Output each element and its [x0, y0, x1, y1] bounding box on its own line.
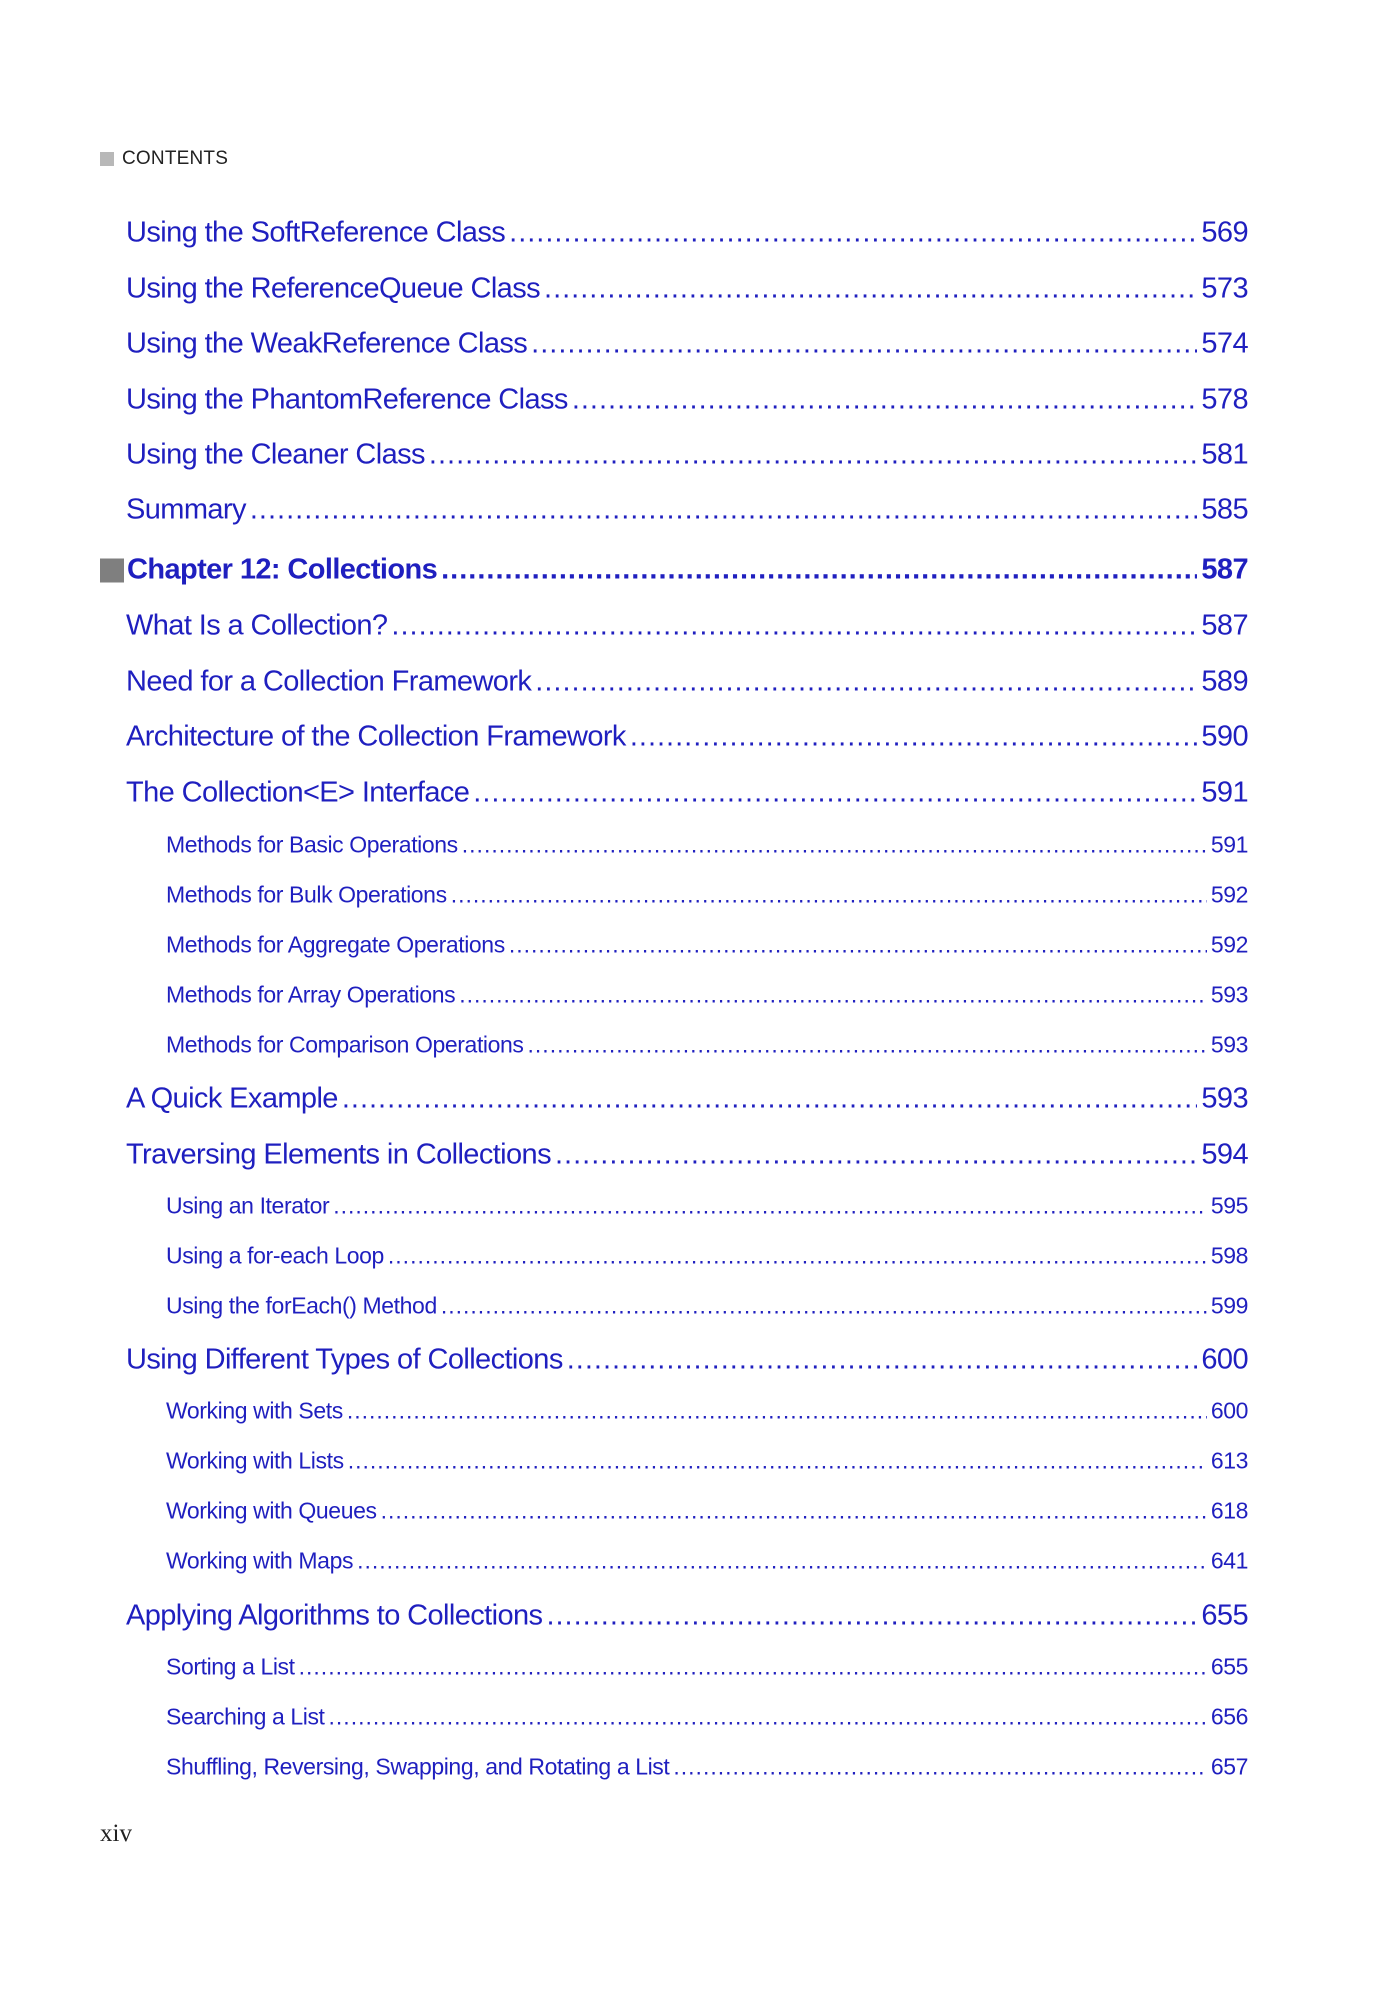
toc-entry-title: What Is a Collection? — [126, 609, 388, 642]
toc-subentry[interactable] — [166, 1243, 1248, 1270]
dot-leader — [347, 1398, 1207, 1425]
dot-leader — [342, 1083, 1198, 1116]
dot-leader — [473, 777, 1197, 810]
dot-leader — [535, 666, 1197, 699]
toc-entry-page: 585 — [1201, 493, 1248, 526]
toc-entry[interactable] — [126, 494, 1248, 527]
dot-leader — [531, 328, 1197, 361]
toc-entry-title: Traversing Elements in Collections — [126, 1138, 551, 1171]
dot-leader — [250, 494, 1198, 527]
dot-leader — [329, 1704, 1207, 1731]
toc-subentry-title: Using a for-each Loop — [166, 1242, 384, 1269]
toc-subentry-page: 599 — [1210, 1292, 1248, 1319]
toc-entry-page: 581 — [1201, 438, 1248, 471]
toc-entry-page: 593 — [1201, 1082, 1248, 1115]
toc-entry-title: Summary — [126, 493, 246, 526]
toc-entry-page: 569 — [1201, 216, 1248, 249]
toc-chapter-title: Chapter 12: Collections — [127, 553, 438, 586]
toc-subentry[interactable] — [166, 1548, 1248, 1575]
toc-entry-page: 594 — [1201, 1138, 1248, 1171]
dot-leader — [459, 982, 1207, 1009]
dot-leader — [381, 1498, 1207, 1525]
dot-leader — [528, 1032, 1207, 1059]
toc-subentry-page: 655 — [1210, 1653, 1248, 1680]
toc-subentry-page: 592 — [1210, 931, 1248, 958]
toc-subentry-title: Shuffling, Reversing, Swapping, and Rotating a List — [166, 1753, 670, 1780]
toc-subentry[interactable] — [166, 832, 1248, 859]
toc-entry-title: Using the Cleaner Class — [126, 438, 425, 471]
toc-entry-title: Using Different Types of Collections — [126, 1343, 563, 1376]
toc-subentry[interactable] — [166, 1193, 1248, 1220]
toc-entry-title: Architecture of the Collection Framework — [126, 720, 626, 753]
dot-leader — [441, 1293, 1207, 1320]
toc-entry-title: The Collection<E> Interface — [126, 776, 470, 809]
toc-entry-page: 591 — [1201, 776, 1248, 809]
dot-leader — [509, 932, 1207, 959]
toc-subentry-title: Methods for Bulk Operations — [166, 881, 447, 908]
toc-subentry-page: 593 — [1210, 981, 1248, 1008]
toc-subentry-page: 591 — [1210, 831, 1248, 858]
toc-entry-page: 589 — [1201, 665, 1248, 698]
toc-entry-title: Using the PhantomReference Class — [126, 383, 568, 416]
dot-leader — [567, 1344, 1198, 1377]
toc-subentry[interactable] — [166, 1754, 1248, 1781]
toc-subentry-title: Methods for Aggregate Operations — [166, 931, 505, 958]
toc-entry[interactable] — [126, 1344, 1248, 1377]
toc-subentry[interactable] — [166, 1032, 1248, 1059]
toc-entry[interactable] — [126, 1139, 1248, 1172]
toc-subentry-title: Sorting a List — [166, 1653, 295, 1680]
toc-subentry[interactable] — [166, 882, 1248, 909]
dot-leader — [333, 1193, 1207, 1220]
toc-subentry-page: 593 — [1210, 1031, 1248, 1058]
toc-entry-page: 587 — [1201, 609, 1248, 642]
running-header-label: CONTENTS — [122, 148, 229, 169]
toc-subentry-page: 641 — [1210, 1547, 1248, 1574]
toc-chapter-page: 587 — [1201, 553, 1248, 586]
toc-subentry-title: Using the forEach() Method — [166, 1292, 437, 1319]
toc-subentry[interactable] — [166, 1498, 1248, 1525]
toc-subentry-page: 598 — [1210, 1242, 1248, 1269]
toc-subentry-title: Working with Queues — [166, 1497, 377, 1524]
dot-leader — [462, 832, 1207, 859]
page-number: xiv — [100, 1820, 132, 1847]
toc-subentry-page: 595 — [1210, 1192, 1248, 1219]
toc-subentry[interactable] — [166, 1293, 1248, 1320]
toc-entry-page: 655 — [1201, 1599, 1248, 1632]
toc-subentry-page: 656 — [1210, 1703, 1248, 1730]
toc-subentry[interactable] — [166, 1398, 1248, 1425]
toc-entry[interactable] — [126, 273, 1248, 306]
dot-leader — [388, 1243, 1207, 1270]
toc-entry[interactable] — [126, 610, 1248, 643]
toc-entry-title: Using the SoftReference Class — [126, 216, 506, 249]
dot-leader — [441, 554, 1197, 587]
toc-entry[interactable] — [126, 439, 1248, 472]
toc-entry[interactable] — [126, 1600, 1248, 1633]
dot-leader — [555, 1139, 1197, 1172]
toc-entry[interactable] — [126, 777, 1248, 810]
toc-entry[interactable] — [126, 1083, 1248, 1116]
toc-subentry-page: 618 — [1210, 1497, 1248, 1524]
running-header — [100, 148, 228, 170]
toc-subentry[interactable] — [166, 982, 1248, 1009]
toc-subentry[interactable] — [166, 1704, 1248, 1731]
toc-subentry-page: 657 — [1210, 1753, 1248, 1780]
dot-leader — [630, 721, 1198, 754]
header-square-icon — [100, 152, 114, 166]
dot-leader — [299, 1654, 1207, 1681]
toc-entry-title: Applying Algorithms to Collections — [126, 1599, 543, 1632]
toc-entry-page: 600 — [1201, 1343, 1248, 1376]
dot-leader — [451, 882, 1207, 909]
toc-subentry[interactable] — [166, 932, 1248, 959]
toc-entry-title: Need for a Collection Framework — [126, 665, 532, 698]
dot-leader — [673, 1754, 1206, 1781]
toc-subentry-page: 592 — [1210, 881, 1248, 908]
dot-leader — [509, 217, 1197, 250]
toc-subentry-title: Methods for Basic Operations — [166, 831, 458, 858]
toc-entry[interactable] — [126, 217, 1248, 250]
toc-subentry-page: 613 — [1210, 1447, 1248, 1474]
toc-entry-page: 574 — [1201, 327, 1248, 360]
toc-entry-page: 573 — [1201, 272, 1248, 305]
toc-chapter-entry[interactable] — [100, 554, 1248, 587]
toc-subentry-title: Methods for Array Operations — [166, 981, 456, 1008]
dot-leader — [572, 384, 1198, 417]
chapter-square-icon — [100, 558, 124, 582]
dot-leader — [546, 1600, 1197, 1633]
toc-subentry[interactable] — [166, 1448, 1248, 1475]
dot-leader — [348, 1448, 1207, 1475]
dot-leader — [391, 610, 1197, 643]
toc-entry-page: 578 — [1201, 383, 1248, 416]
toc-subentry-title: Using an Iterator — [166, 1192, 330, 1219]
dot-leader — [357, 1548, 1207, 1575]
toc-entry[interactable] — [126, 666, 1248, 699]
toc-subentry-page: 600 — [1210, 1397, 1248, 1424]
toc-entry-page: 590 — [1201, 720, 1248, 753]
dot-leader — [429, 439, 1198, 472]
toc-subentry-title: Searching a List — [166, 1703, 325, 1730]
toc-subentry-title: Working with Maps — [166, 1547, 354, 1574]
toc-entry[interactable] — [126, 384, 1248, 417]
toc-entry-title: A Quick Example — [126, 1082, 338, 1115]
toc-subentry-title: Working with Sets — [166, 1397, 343, 1424]
toc-entry[interactable] — [126, 721, 1248, 754]
toc-entry-title: Using the ReferenceQueue Class — [126, 272, 541, 305]
toc-subentry[interactable] — [166, 1654, 1248, 1681]
dot-leader — [544, 273, 1197, 306]
toc-subentry-title: Methods for Comparison Operations — [166, 1031, 524, 1058]
toc-entry-title: Using the WeakReference Class — [126, 327, 528, 360]
toc-entry[interactable] — [126, 328, 1248, 361]
toc-subentry-title: Working with Lists — [166, 1447, 344, 1474]
